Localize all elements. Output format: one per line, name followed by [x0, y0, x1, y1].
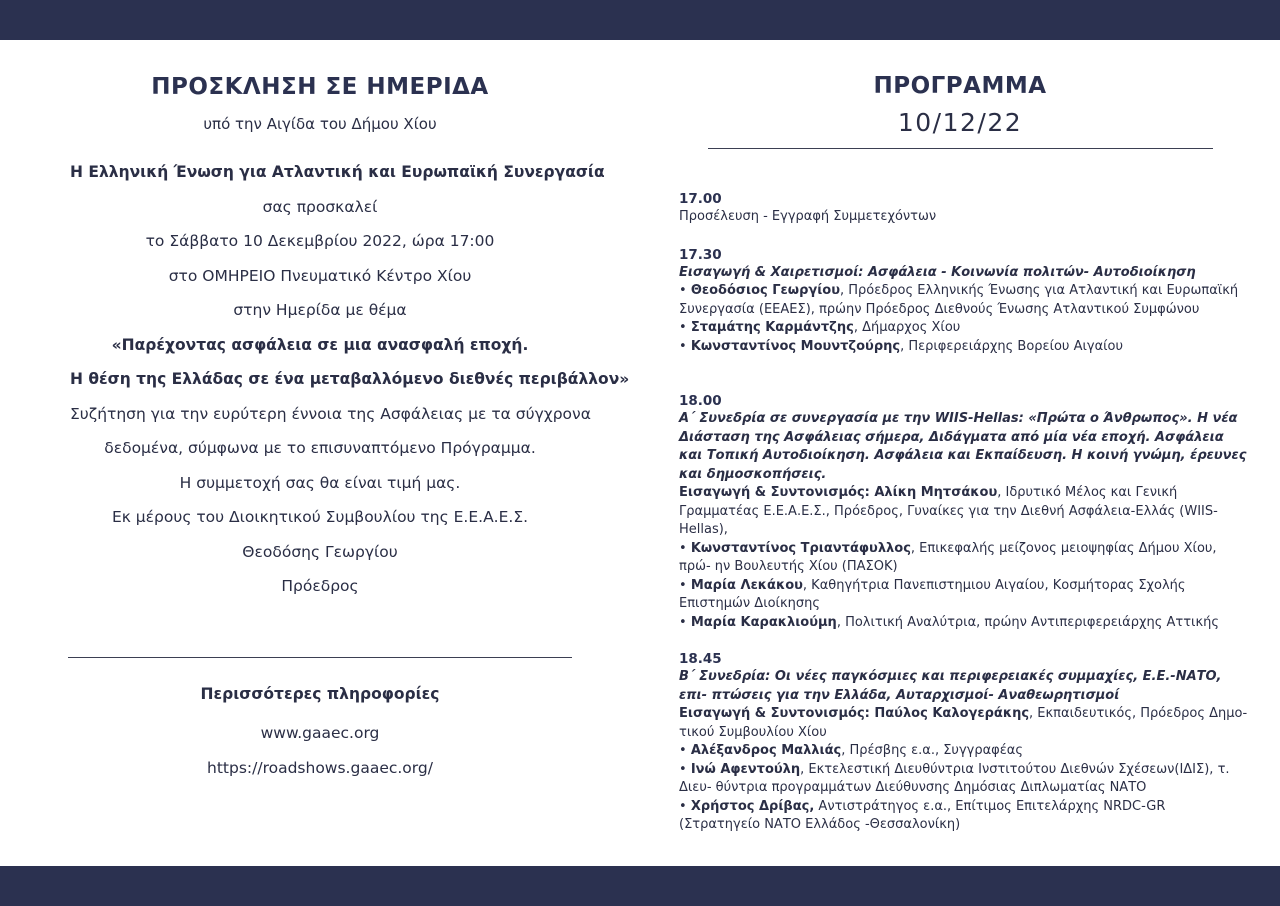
speaker-desc: , Πρόεδρος Ελληνικής Ένωσης για Ατλαντική και Ευρωπαϊκή Συνεργασία (ΕΕΑΕΣ), πρώην Πρόεδρος Διεθνούς Ένωσης Ατλαντικού Συμφώνου — [679, 283, 1239, 317]
invitation-body — [70, 155, 630, 604]
speaker-desc: , Επικεφαλής μείζονος μειοψηφίας Δήμου Χίου, πρώ- ην Βουλευτής Χίου (ΠΑΣΟΚ) — [679, 540, 1217, 574]
speaker-item — [679, 798, 1249, 835]
invitation-subtitle: υπό την Αιγίδα του Δήμου Χίου — [203, 115, 437, 133]
bottom-band — [0, 866, 1280, 906]
slot-title: Εισαγωγή & Χαιρετισμοί: Ασφάλεια - Κοινωνία πολιτών- Αυτοδιοίκηση — [679, 264, 1196, 280]
speaker-desc: , Δήμαρχος Χίου — [853, 320, 961, 335]
organization-name: Η Ελληνική Ένωση για Ατλαντική και Ευρωπαϊκή Συνεργασία — [70, 163, 605, 181]
speaker-desc: , Εκτελεστική Διευθύντρια Ινστιτούτου Διεθνών Σχέσεων(ΙΔΙΣ), τ. Διευ- θύντρια προγραμμάτων Διεύθυνσης Δημόσιας Διπλωματίας ΝΑΤΟ — [679, 761, 1230, 795]
programme-divider — [708, 148, 1213, 149]
session-intro — [679, 705, 1249, 742]
speaker-item — [679, 614, 1249, 633]
slot-title: Α΄ Συνεδρία σε συνεργασία με την WIIS-Hellas: «Πρώτα ο Άνθρωπος». Η νέα Διάσταση της Ασφάλειας σήμερα, Διδάγματα από μία νέα εποχή. Ασφάλεια και Τοπική Αυτοδιοίκηση. Ασφάλεια και Εκπαίδευση. Η κοινή γνώμη, έρευνες και δημοσκοπήσεις. — [679, 411, 1247, 482]
speaker-name: Αλέξανδρος Μαλλιάς — [690, 743, 842, 758]
speaker-item — [679, 282, 1249, 319]
moderator-label: Εισαγωγή & Συντονισμός: Παύλος Καλογεράκης — [679, 706, 1030, 721]
website-link[interactable]: www.gaaec.org — [260, 724, 380, 742]
programme-header — [710, 70, 1210, 140]
speaker-item — [679, 742, 1249, 761]
speaker-name: Θεοδόσιος Γεωργίου — [690, 283, 841, 298]
invitation-title: ΠΡΟΣΚΛΗΣΗ ΣΕ ΗΜΕΡΙΔΑ — [151, 74, 489, 100]
speaker-item — [679, 540, 1249, 577]
speaker-name: Κωνσταντίνος Μουντζούρης — [690, 338, 901, 354]
bullet: • — [679, 614, 691, 630]
topic-line-2: Η θέση της Ελλάδας σε ένα μεταβαλλόμενο διεθνές περιβάλλον» — [70, 370, 630, 388]
moderator-desc: , Εκπαιδευτικός, Πρόεδρος Δημο- τικού Συμβουλίου Χίου — [679, 706, 1248, 740]
speaker-name: Μαρία Καρακλιούμη — [690, 614, 837, 630]
description-line-1: Συζήτηση για την ευρύτερη έννοια της Ασφάλειας με τα σύγχρονα — [70, 404, 591, 423]
schedule-slot — [679, 650, 1249, 835]
speaker-desc: , Πρέσβης ε.α., Συγγραφέας — [841, 743, 1023, 758]
bullet: • — [679, 761, 691, 777]
slot-time: 18.00 — [679, 393, 722, 409]
speaker-desc: Αντιστράτηγος ε.α., Επίτιμος Επιτελάρχης NRDC-GR (Στρατηγείο ΝΑΤΟ Ελλάδος -Θεσσαλονίκη) — [679, 798, 1166, 832]
invites-text: σας προσκαλεί — [262, 197, 378, 216]
speaker-name: Μαρία Λεκάκου — [690, 577, 803, 593]
invitation-panel — [70, 72, 630, 604]
bullet: • — [679, 338, 691, 354]
slot-time: 18.45 — [679, 651, 722, 667]
moderator-desc: , Ιδρυτικό Μέλος και Γενική Γραμματέας Ε.Ε.Α.Ε.Σ., Πρόεδρος, Γυναίκες για την Διεθνή Ασφάλεια-Ελλάς (WIIS-Hellas), — [679, 485, 1218, 537]
bullet: • — [679, 540, 691, 556]
top-band — [0, 0, 1280, 40]
speaker-item — [679, 319, 1249, 338]
schedule-slot — [679, 190, 1249, 227]
speaker-name: Ινώ Αφεντούλη — [690, 761, 801, 777]
slot-title: Β΄ Συνεδρία: Οι νέες παγκόσμιες και περιφερειακές συμμαχίες, Ε.Ε.-ΝΑΤΟ, επι- πτώσεις για την Ελλάδα, Αυταρχισμοί- Αναθεωρητισμοί — [679, 669, 1222, 703]
schedule-slot — [679, 392, 1249, 632]
speaker-name: Χρήστος Δρίβας, — [690, 798, 815, 814]
invitation-divider — [68, 657, 572, 658]
bullet: • — [679, 798, 691, 814]
bullet: • — [679, 320, 691, 335]
speaker-desc: , Καθηγήτρια Πανεπιστημιου Αιγαίου, Κοσμήτορας Σχολής Επιστημών Διοίκησης — [679, 577, 1186, 611]
speaker-desc: , Περιφερειάρχης Βορείου Αιγαίου — [900, 338, 1124, 354]
signer-role: Πρόεδρος — [281, 577, 359, 595]
bullet: • — [679, 577, 691, 593]
slot-text: Προσέλευση - Εγγραφή Συμμετεχόντων — [679, 209, 937, 224]
speaker-item — [679, 577, 1249, 614]
description-line-2: δεδομένα, σύμφωνα με το επισυναπτόμενο Πρόγραμμα. — [104, 439, 536, 457]
schedule-slot — [679, 246, 1249, 357]
topic-intro: στην Ημερίδα με θέμα — [233, 301, 407, 319]
roadshows-link[interactable]: https://roadshows.gaaec.org/ — [207, 758, 433, 777]
topic-line-1: «Παρέχοντας ασφάλεια σε μια ανασφαλή εποχή. — [111, 335, 529, 354]
speaker-desc: , Πολιτική Αναλύτρια, πρώην Αντιπεριφερειάρχης Αττικής — [836, 614, 1219, 630]
signer-name: Θεοδόσης Γεωργίου — [242, 542, 398, 561]
on-behalf-text: Εκ μέρους του Διοικητικού Συμβουλίου της Ε.Ε.Α.Ε.Σ. — [111, 508, 529, 526]
honor-text: Η συμμετοχή σας θα είναι τιμή μας. — [179, 473, 461, 492]
speaker-item — [679, 761, 1249, 798]
programme-title: ΠΡΟΓΡΑΜΜΑ — [873, 73, 1047, 99]
event-datetime: το Σάββατο 10 Δεκεμβρίου 2022, ώρα 17:00 — [145, 232, 495, 250]
bullet: • — [679, 743, 691, 758]
more-info-panel — [70, 682, 570, 785]
speaker-item — [679, 338, 1249, 357]
speaker-name: Σταμάτης Καρμάντζης — [690, 320, 854, 335]
session-intro — [679, 484, 1249, 540]
slot-time: 17.00 — [679, 191, 722, 207]
speaker-name: Κωνσταντίνος Τριαντάφυλλος — [690, 540, 911, 556]
slot-time: 17.30 — [679, 246, 722, 263]
moderator-label: Εισαγωγή & Συντονισμός: Αλίκη Μητσάκου — [679, 485, 998, 500]
programme-date: 10/12/22 — [897, 108, 1023, 137]
programme-schedule — [679, 190, 1249, 835]
more-info-title: Περισσότερες πληροφορίες — [200, 685, 440, 703]
bullet: • — [679, 283, 691, 298]
event-venue: στο ΟΜΗΡΕΙΟ Πνευματικό Κέντρο Χίου — [168, 266, 472, 285]
